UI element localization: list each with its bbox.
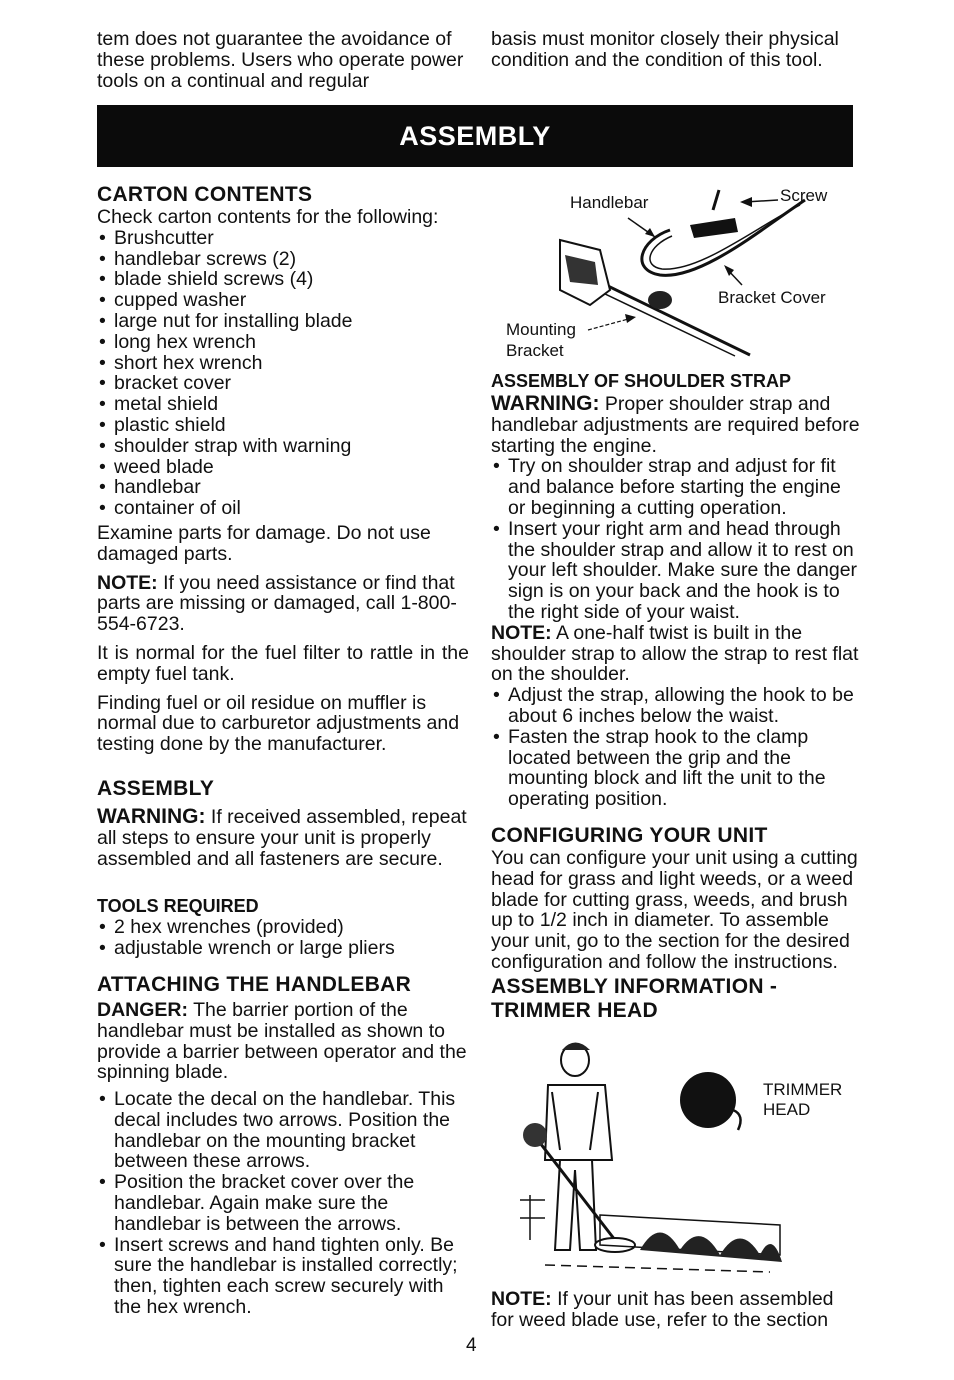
configure-text: You can configure your unit using a cutting head for grass and light weeds, or a weed blade for cutting grass, weeds, and brush up to 1/2 inch in diameter. To assemble your unit, go to the section for the desired configuration and follow the instructions. [491,846,858,973]
info-note [491,1289,861,1331]
carton-note-label: NOTE: [97,571,158,594]
intro-right-text: basis must monitor closely their physical condition and the condition of this tool. [491,28,839,71]
strap-note-text: A one-half twist is built in the shoulder strap to allow the strap to rest flat on the shoulder. [491,621,859,686]
strap-step: • Fasten the strap hook to the clamp located between the grip and the mounting block and lift the unit to the operating position. [491,727,861,810]
handlebar-danger-label: DANGER: [97,998,188,1021]
assembly-warning-text: If received assembled, repeat all steps to ensure your unit is properly assembled and all fasteners are secure. [97,805,467,870]
info-note-block [491,1289,861,1331]
info-heading-2: TRIMMER HEAD [491,998,658,1022]
carton-item: • Brushcutter [97,228,469,249]
strap-step: • Insert your right arm and head through the shoulder strap and allow it to rest on your left shoulder. Make sure the danger sign is on your back and the hook is to the right side of your waist. [491,519,861,623]
info-note-text: If your unit has been assembled for weed blade use, refer to the section [491,1288,834,1331]
carton-item: • plastic shield [97,415,469,436]
carton-item: • handlebar [97,477,469,498]
handlebar-heading: ATTACHING THE HANDLEBAR [97,972,412,996]
assembly-heading: ASSEMBLY [97,776,215,800]
tool-item: • 2 hex wrenches (provided) [97,917,469,938]
strap-note-label: NOTE: [491,621,552,644]
carton-item: • blade shield screws (4) [97,269,469,290]
handlebar-step: • Position the bracket cover over the handlebar. Again make sure the handlebar is between the arrows. [97,1172,469,1234]
intro-left-text: tem does not guarantee the avoidance of these problems. Users who operate power tools on a continual and regular [97,28,464,92]
handlebar-danger-text: The barrier portion of the handlebar must be installed as shown to provide a barrier between operator and the spinning blade. [97,998,467,1084]
handlebar-step: • Insert screws and hand tighten only. Be sure the handlebar is installed correctly; then, tighten each screw securely with the hex wrench. [97,1235,469,1318]
carton-item: • long hex wrench [97,332,469,353]
carton-item: • weed blade [97,457,469,478]
carton-item: • handlebar screws (2) [97,249,469,270]
carton-note-text: If you need assistance or find that parts are missing or damaged, call 1-800-554-6723. [97,571,457,636]
page-number: 4 [466,1335,477,1356]
assembly-banner: ASSEMBLY [97,105,853,167]
label-screw: Screw [780,186,828,205]
carton-contents-heading: CARTON CONTENTS [97,183,313,206]
carton-item: • short hex wrench [97,353,469,374]
carton-item: • container of oil [97,498,469,519]
carton-item: • shoulder strap with warning [97,436,469,457]
label-trimmer: TRIMMER [763,1080,843,1099]
configure-heading: CONFIGURING YOUR UNIT [491,823,768,847]
info-heading-1: ASSEMBLY INFORMATION - [491,974,778,998]
tool-item: • adjustable wrench or large pliers [97,938,469,959]
label-bracket: Bracket [506,341,564,360]
handlebar-step: • Locate the decal on the handlebar. This decal includes two arrows. Position the handlebar on the mounting bracket between these arrows. [97,1089,469,1172]
strap-step: • Adjust the strap, allowing the hook to be about 6 inches below the waist. [491,685,861,727]
label-handlebar: Handlebar [570,193,649,212]
carton-item: • metal shield [97,394,469,415]
label-head: HEAD [763,1100,811,1119]
label-mounting: Mounting [506,320,576,339]
assembly-warning-label: WARNING: [97,804,206,828]
strap-step: • Try on shoulder strap and adjust for fit and balance before starting the engine or beginning a cutting operation. [491,456,861,518]
strap-warning-text: Proper shoulder strap and handlebar adjustments are required before starting the engine. [491,393,860,457]
carton-item: • large nut for installing blade [97,311,469,332]
residue-text: Finding fuel or oil residue on muffler is normal due to carburetor adjustments and testing done by the manufacturer. [97,691,460,756]
info-note-label: NOTE: [491,1288,552,1310]
carton-intro: Check carton contents for the following: [97,206,439,228]
tools-heading: TOOLS REQUIRED [97,896,259,917]
carton-item: • bracket cover [97,373,469,394]
label-bracket-cover: Bracket Cover [718,288,826,307]
fuel-filter-text: It is normal for the fuel filter to rattle in the empty fuel tank. [97,641,469,685]
strap-warning-label: WARNING: [491,392,600,415]
strap-heading: ASSEMBLY OF SHOULDER STRAP [491,371,792,391]
carton-item: • cupped washer [97,290,469,311]
examine-text: Examine parts for damage. Do not use damaged parts. [97,521,431,565]
